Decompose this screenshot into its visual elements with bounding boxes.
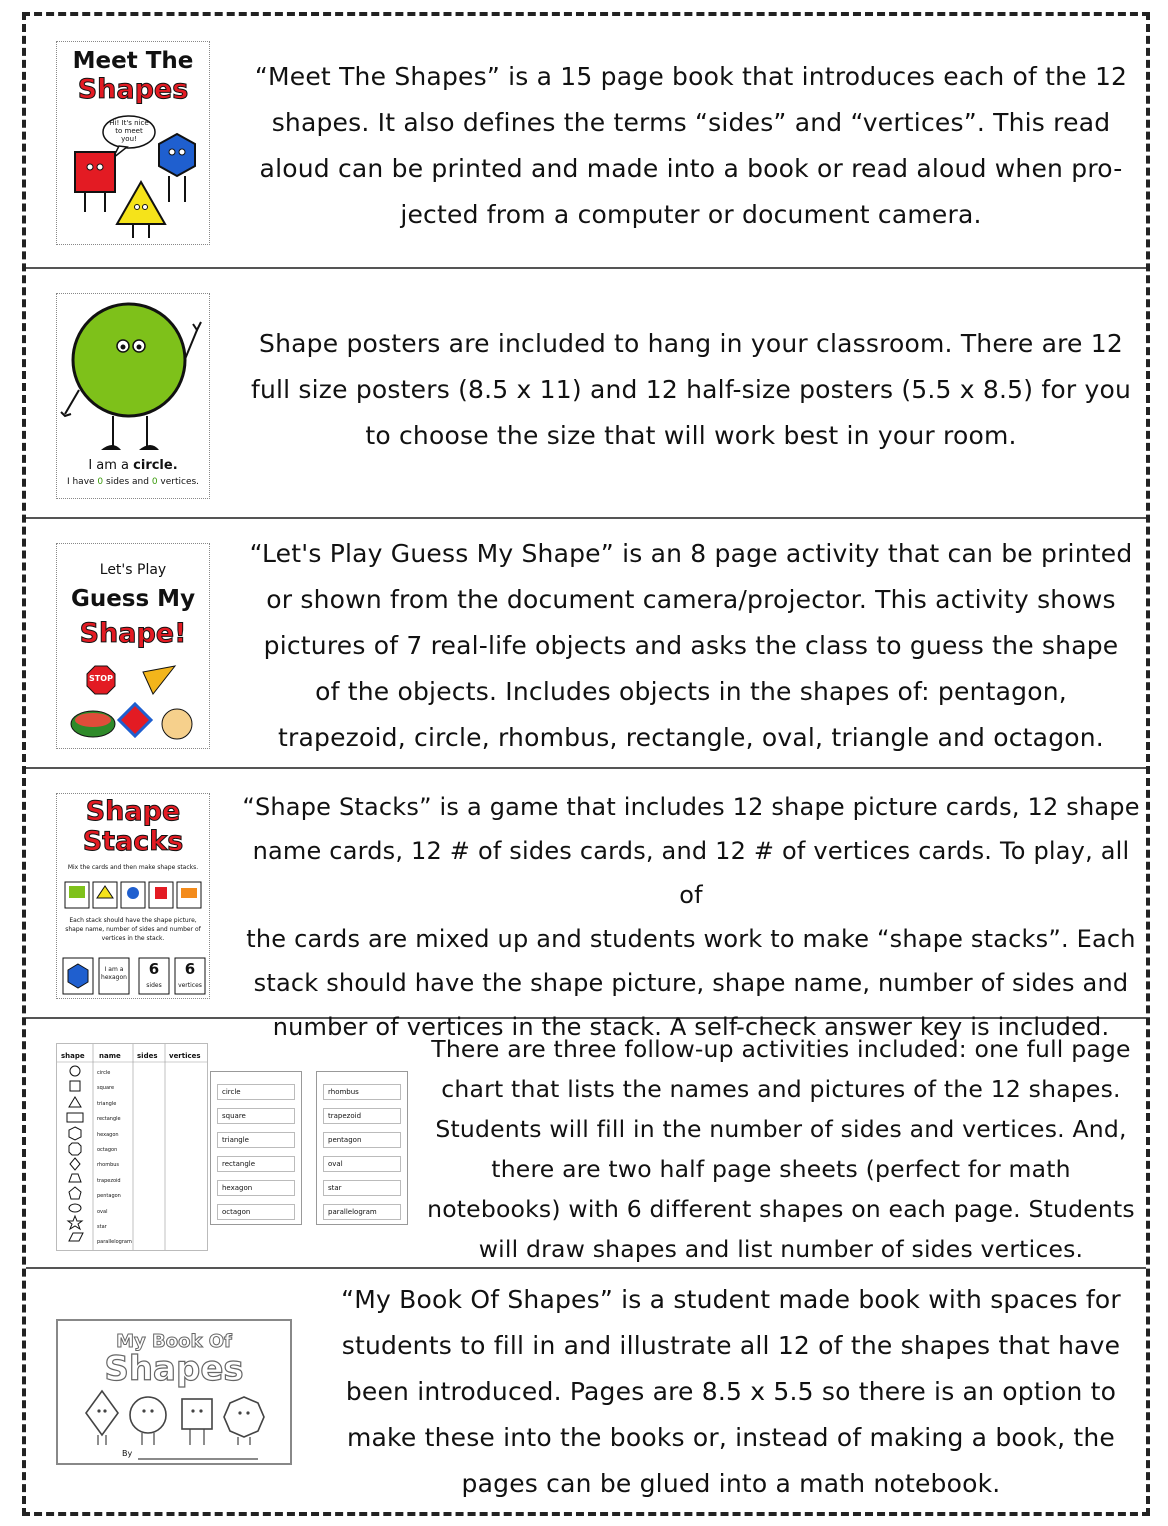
description-line: of the objects. Includes objects in the shapes of: pentagon, <box>315 677 1067 706</box>
description-line: pictures of 7 real-life objects and asks the class to guess the shape <box>263 631 1119 660</box>
section-shape-stacks <box>26 769 1146 1041</box>
description-line: been introduced. Pages are 8.5 x 5.5 so there is an option to <box>345 1377 1117 1406</box>
sides-card-number: 6 <box>148 960 160 978</box>
my-book-of-shapes-description <box>326 1277 1136 1507</box>
my-book-of-shapes-cover <box>56 1319 292 1465</box>
guess-my-shape-cover <box>56 543 210 749</box>
sheet-row: triangle <box>217 1132 295 1148</box>
sheet-row: pentagon <box>323 1132 401 1148</box>
sheet-row: hexagon <box>217 1180 295 1196</box>
shape-stacks-cover <box>56 793 210 999</box>
description-line: “My Book Of Shapes” is a student made book with spaces for <box>341 1285 1121 1314</box>
vertices-card-number: 6 <box>184 960 196 978</box>
chart-header-name: name <box>99 1052 121 1060</box>
chart-header-vertices: vertices <box>169 1052 201 1060</box>
cover-line1: Let's Play <box>99 562 167 578</box>
description-line: the cards are mixed up and students work to make “shape stacks”. Each <box>246 925 1136 953</box>
cover-line2: Shapes <box>104 1349 244 1389</box>
guess-my-shape-description <box>246 531 1136 761</box>
sheet-row: star <box>323 1180 401 1196</box>
sheet-row: trapezoid <box>323 1108 401 1124</box>
meet-the-shapes-cover <box>56 41 210 245</box>
sheet-row: square <box>217 1108 295 1124</box>
section-meet-the-shapes <box>26 16 1146 269</box>
product-description-page <box>22 12 1150 1516</box>
cover-title-line1: Meet The <box>72 48 194 74</box>
description-line: trapezoid, circle, rhombus, rectangle, oval, triangle and octagon. <box>278 723 1104 752</box>
description-line: “Shape Stacks” is a game that includes 12 shape picture cards, 12 shape <box>242 793 1140 821</box>
sheet-row: parallelogram <box>323 1204 401 1220</box>
description-line: Shape posters are included to hang in your classroom. There are 12 <box>259 329 1123 358</box>
sheet-row: rhombus <box>323 1084 401 1100</box>
description-line: students to fill in and illustrate all 12 of the shapes that have <box>341 1331 1121 1360</box>
cover-line3: Shape! <box>79 618 187 649</box>
full-page-chart-thumb <box>56 1043 208 1251</box>
meet-the-shapes-description <box>246 54 1136 238</box>
description-line: name cards, 12 # of sides cards, and 12 # of vertices cards. To play, all of <box>252 837 1130 909</box>
sheet-row: rectangle <box>217 1156 295 1172</box>
description-line: make these into the books or, instead of making a book, the <box>346 1423 1115 1452</box>
real-life-objects-illustration <box>57 544 210 749</box>
meet-the-shapes-illustration <box>57 42 210 245</box>
chart-header-shape: shape <box>61 1052 85 1060</box>
follow-up-description <box>426 1029 1136 1269</box>
description-line: “Meet The Shapes” is a 15 page book that introduces each of the 12 <box>254 62 1128 91</box>
shape-stacks-description <box>241 785 1141 1049</box>
description-line: there are two half page sheets (perfect for math <box>491 1155 1071 1183</box>
sheet-row: octagon <box>217 1204 295 1220</box>
section-my-book-of-shapes <box>26 1269 1146 1516</box>
description-line: pages can be glued into a math notebook. <box>461 1469 1001 1498</box>
cover-line2: Stacks <box>82 826 184 857</box>
cover-instructions: Mix the cards and then make shape stacks. <box>67 864 199 871</box>
poster-caption-counts: I have 0 sides and 0 vertices. <box>66 477 200 487</box>
stop-sign-text: STOP <box>89 674 113 683</box>
half-page-sheet-2 <box>316 1071 408 1225</box>
shape-posters-description <box>246 321 1136 459</box>
description-line: number of vertices in the stack. A self-check answer key is included. <box>272 1013 1110 1041</box>
section-shape-posters <box>26 269 1146 519</box>
name-card-text: I am a hexagon <box>101 966 127 981</box>
sheet-row: oval <box>323 1156 401 1172</box>
description-line: There are three follow-up activities included: one full page <box>431 1035 1131 1063</box>
description-line: shapes. It also defines the terms “sides” and “vertices”. This read <box>271 108 1111 137</box>
description-line: stack should have the shape picture, shape name, number of sides and <box>253 969 1129 997</box>
cover-line1: My Book Of <box>116 1331 232 1352</box>
sides-card-label: sides <box>146 982 162 989</box>
cover-line1: Shape <box>85 796 181 827</box>
chart-names-column: circle square triangle rectangle hexagon octagon rhombus trapezoid pentagon oval star parallelogram <box>97 1070 132 1246</box>
description-line: will draw shapes and list number of sides vertices. <box>478 1235 1084 1263</box>
chart-header-sides: sides <box>137 1052 158 1060</box>
description-line: notebooks) with 6 different shapes on each page. Students <box>427 1195 1135 1223</box>
description-line: to choose the size that will work best in your room. <box>365 421 1017 450</box>
circle-poster-thumb <box>56 293 210 499</box>
speech-bubble-text: Hi! It's nice to meet you! <box>109 119 149 143</box>
description-line: or shown from the document camera/projector. This activity shows <box>266 585 1116 614</box>
description-line: “Let's Play Guess My Shape” is an 8 page activity that can be printed <box>249 539 1133 568</box>
description-line: full size posters (8.5 x 11) and 12 half-size posters (5.5 x 8.5) for you <box>250 375 1132 404</box>
vertices-card-label: vertices <box>178 982 202 989</box>
section-follow-up-activities <box>26 1019 1146 1269</box>
description-line: Students will fill in the number of sides and vertices. And, <box>435 1115 1127 1143</box>
cover-line2: Guess My <box>70 586 196 612</box>
by-label: By <box>122 1449 133 1458</box>
outlined-shapes-illustration <box>58 1321 292 1465</box>
description-line: chart that lists the names and pictures of the 12 shapes. <box>441 1075 1121 1103</box>
sheet-row: circle <box>217 1084 295 1100</box>
section-guess-my-shape <box>26 519 1146 769</box>
cover-note: Each stack should have the shape picture, shape name, number of sides and number of vertices in the stack. <box>65 917 201 942</box>
half-page-sheet-1 <box>210 1071 302 1225</box>
description-line: aloud can be printed and made into a book or read aloud when pro- <box>259 154 1123 183</box>
poster-caption-name: I am a circle. <box>88 458 178 473</box>
description-line: jected from a computer or document camera. <box>400 200 982 229</box>
cover-title-line2: Shapes <box>77 74 189 105</box>
